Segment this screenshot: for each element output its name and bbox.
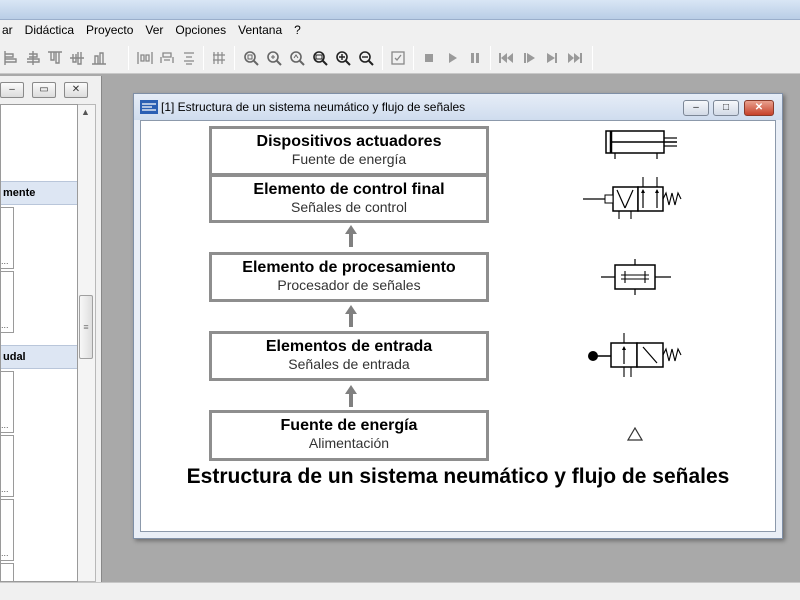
up-arrow-icon [344,225,358,247]
flow-box-title: Elemento de control final [253,181,445,198]
library-scrollbar[interactable] [78,104,96,582]
library-item-dots: ... [1,320,9,330]
panel-close-button[interactable]: ✕ [64,82,88,98]
library-item[interactable] [1,207,14,269]
scroll-up-icon[interactable]: ▲ [81,107,90,117]
flow-box-title: Elemento de procesamiento [242,259,456,276]
step-forward-icon[interactable] [541,47,563,69]
flow-box-title: Dispositivos actuadores [256,133,442,150]
align-top-icon[interactable] [44,47,66,69]
flow-box-subtitle: Alimentación [308,435,390,451]
up-arrow-icon [344,385,358,407]
diagram-caption: Estructura de un sistema neumático y flujo de señales [186,465,730,488]
distribute-stack-icon[interactable] [178,47,200,69]
component-library-list [0,104,78,582]
flow-box-subtitle: Señales de control [291,199,407,215]
library-item[interactable] [1,563,14,582]
fast-forward-icon[interactable] [564,47,586,69]
grid-icon[interactable] [208,47,230,69]
align-left-icon[interactable] [0,47,22,69]
align-center-icon[interactable] [22,47,44,69]
distribute-vertical-icon[interactable] [156,47,178,69]
status-bar [0,582,800,600]
flow-box-subtitle: Procesador de señales [277,277,421,293]
flow-box-actuators[interactable] [209,126,489,176]
scroll-thumb[interactable]: ≡ [79,295,93,359]
pause-icon[interactable] [464,47,486,69]
reset-icon[interactable] [495,47,517,69]
library-item[interactable] [1,271,14,333]
toolbar [0,41,800,74]
festo-icon [140,100,158,114]
document-title-bar[interactable] [134,94,782,120]
library-item-dots: ... [1,420,9,430]
directional-valve-icon[interactable] [583,177,683,223]
align-middle-icon[interactable] [66,47,88,69]
library-item-dots: ... [1,548,9,558]
zoom-fit-icon[interactable] [240,47,262,69]
check-drawing-icon[interactable] [387,47,409,69]
zoom-window-icon[interactable] [309,47,331,69]
processing-valve-icon[interactable] [601,257,671,297]
flow-box-final-control[interactable] [209,174,489,223]
zoom-out-icon[interactable] [355,47,377,69]
flow-box-subtitle: Señales de entrada [288,356,410,372]
up-arrow-icon [344,305,358,327]
flow-box-processing[interactable] [209,252,489,302]
menubar [0,20,800,41]
app-title-bar [0,0,800,20]
drawing-canvas[interactable] [140,120,776,532]
align-bottom-icon[interactable] [88,47,110,69]
window-maximize-button[interactable]: □ [713,100,739,116]
component-library-panel [0,76,102,582]
library-item[interactable] [1,499,14,561]
flow-box-input[interactable] [209,331,489,381]
document-title: [1] Estructura de un sistema neumático y flujo de señales [161,100,466,114]
menu-item-proyecto[interactable]: Proyecto [86,23,134,37]
menu-item-partial[interactable]: ar [2,23,13,37]
window-minimize-button[interactable]: – [683,100,709,116]
flow-box-title: Fuente de energía [280,417,418,434]
library-section-header[interactable]: mente [1,181,78,205]
distribute-horizontal-icon[interactable] [134,47,156,69]
window-close-button[interactable]: ✕ [744,100,774,116]
menu-item-didactica[interactable]: Didáctica [24,23,75,37]
flow-box-subtitle: Fuente de energía [291,151,407,167]
document-window [133,93,783,539]
zoom-previous-icon[interactable] [286,47,308,69]
menu-item-opciones[interactable]: Opciones [175,23,227,37]
menu-item-ver[interactable]: Ver [145,23,164,37]
library-item[interactable] [1,371,14,433]
flow-box-title: Elementos de entrada [265,338,433,355]
zoom-area-icon[interactable] [263,47,285,69]
panel-controls [0,82,96,100]
cylinder-icon[interactable] [601,127,681,163]
library-item-dots: ... [1,484,9,494]
library-section-header[interactable]: udal [1,345,78,369]
panel-restore-button[interactable]: ▭ [32,82,56,98]
flow-box-energy-source[interactable] [209,410,489,461]
library-item-dots: ... [1,256,9,266]
zoom-in-icon[interactable] [332,47,354,69]
library-item[interactable] [1,435,14,497]
pushbutton-valve-icon[interactable] [587,333,683,379]
pressure-source-icon[interactable] [627,427,643,441]
menu-item-help[interactable]: ? [294,23,301,37]
play-icon[interactable] [441,47,463,69]
menu-item-ventana[interactable]: Ventana [238,23,283,37]
stop-icon[interactable] [418,47,440,69]
panel-minimize-button[interactable]: – [0,82,24,98]
step-back-icon[interactable] [518,47,540,69]
